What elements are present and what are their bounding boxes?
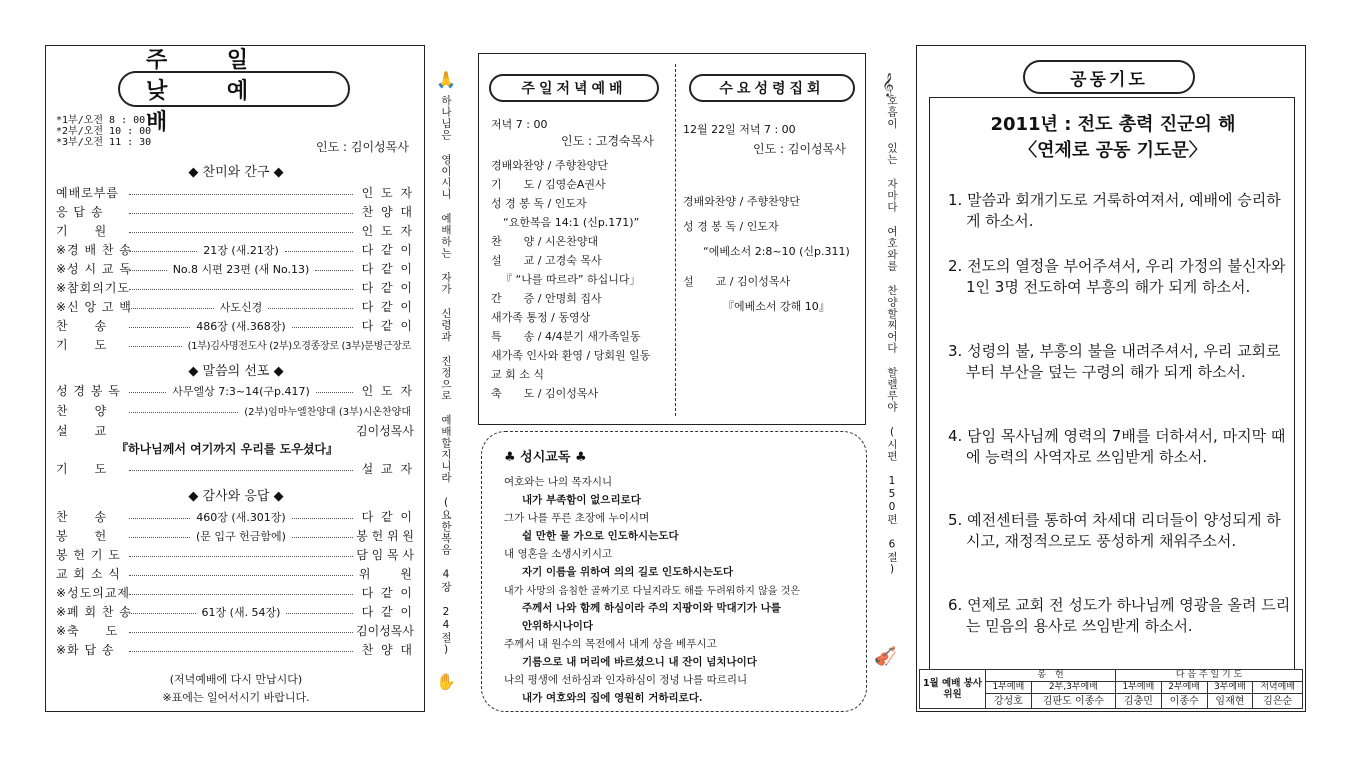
- roster-label: 1월 예배 봉사위원: [920, 670, 986, 709]
- panel-title: 공동기도: [1023, 60, 1195, 94]
- order-detail: 21장 (새.21장): [200, 242, 281, 258]
- order-row: [56, 584, 414, 601]
- order-row: [56, 527, 414, 544]
- order-detail: 사무엘상 7:3~14(구p.417): [169, 383, 313, 399]
- reading-line: 기름으로 내 머리에 바르셨으니 내 잔이 넘치나이다: [522, 656, 757, 668]
- order-label: ※경 배 찬 송: [56, 243, 132, 257]
- wednesday-time: 12월 22일 저녁 7 : 00: [683, 123, 796, 136]
- prayer-item: 2. 전도의 열정을 부어주셔서, 우리 가정의 불신자와 1인 3명 전도하여 부흥의 해가 되게 하소서.: [948, 257, 1286, 296]
- reading-line: 자기 이름을 위하여 의의 길로 인도하시는도다: [522, 566, 733, 578]
- evening-leader: 인도 : 고경숙목사: [561, 134, 654, 148]
- order-label: ※성도의교제: [56, 586, 131, 600]
- common-prayer-panel: [916, 45, 1306, 712]
- evening-line: 『 “나를 따르라” 하십니다」: [501, 273, 641, 286]
- order-label: 성 경 봉 독: [56, 384, 121, 398]
- evening-line: 경배와찬양 / 주향찬양단: [491, 159, 608, 172]
- order-row: [56, 298, 414, 315]
- footer-note: (저녁예배에 다시 만납시다): [169, 673, 303, 686]
- roster-col: 저녁예배: [1253, 682, 1303, 694]
- evening-line: 찬 양 / 시온찬양대: [491, 235, 599, 248]
- roster-name: 강성호: [986, 694, 1032, 709]
- evening-line: 설 교 / 고경숙 목사: [491, 254, 602, 267]
- order-label: 기 원: [56, 224, 108, 238]
- prayer-item: 5. 예전센터를 통하여 차세대 리더들이 양성되게 하시고, 재정적으로도 풍성하게 채워주소서.: [948, 511, 1281, 550]
- order-who: 위 원: [358, 567, 414, 581]
- wednesday-line: “에베소서 2:8~10 (신p.311): [703, 245, 850, 258]
- order-row: [56, 508, 414, 525]
- order-label: 응 답 송: [56, 205, 104, 219]
- reading-line: 여호와는 나의 목자시니: [504, 476, 613, 488]
- order-label: ※참회의기도: [56, 281, 131, 295]
- evening-line: 간 증 / 안명희 집사: [491, 292, 602, 305]
- order-detail: 사도신경: [217, 299, 266, 315]
- wednesday-line: 설 교 / 김이성목사: [683, 275, 791, 288]
- order-detail: (2부)임마누엘찬양대 (3부)시온찬양대: [241, 403, 414, 418]
- prayer-box: [929, 97, 1295, 670]
- order-detail: No.8 시편 23편 (새 No.13): [170, 261, 313, 277]
- vertical-verse: 하나님은 영이시니 예배하는 자가 신령과 진정으로 예배할지니라 (요한복음 4장 24절): [440, 95, 452, 657]
- reading-line: 주께서 나와 함께 하심이라 주의 지팡이와 막대기가 나를: [522, 602, 781, 614]
- roster-col: 3부예배: [1207, 682, 1253, 694]
- order-label: ※화 답 송: [56, 643, 115, 657]
- service-time: *1부/오전 8 : 00: [56, 115, 146, 126]
- order-label: 봉 헌: [56, 529, 108, 543]
- evening-line: 성 경 봉 독 / 인도자: [491, 197, 587, 210]
- order-label: 기 도: [56, 462, 108, 476]
- reading-line: 안위하시나이다: [522, 620, 594, 632]
- evening-services-panel: [478, 53, 866, 425]
- order-label: 찬 송: [56, 510, 108, 524]
- order-label: ※성 시 교 독: [56, 262, 132, 276]
- roster-name: 김은순: [1253, 694, 1303, 709]
- roster-group: 봉 헌: [986, 670, 1116, 682]
- order-row: [56, 260, 414, 277]
- footer-note: ※표에는 일어서시기 바랍니다.: [162, 691, 310, 704]
- roster-col: 1부예배: [1116, 682, 1162, 694]
- reading-line: 쉴 만한 물 가으로 인도하시는도다: [522, 530, 679, 542]
- reading-title: ♣ 성시교독 ♣: [504, 450, 587, 465]
- evening-line: 교 회 소 식: [491, 368, 544, 381]
- column-divider: [675, 64, 676, 416]
- roster-name: 김충민: [1116, 694, 1162, 709]
- order-who: 다 같 이: [361, 586, 414, 600]
- evening-line: 축 도 / 김이성목사: [491, 387, 599, 400]
- order-label: ※축 도: [56, 624, 119, 638]
- order-row: [56, 203, 414, 220]
- order-label: 봉 헌 기 도: [56, 548, 121, 562]
- reading-line: 그가 나를 푸른 초장에 누이시며: [504, 512, 650, 524]
- violin-icon: 🎻: [874, 646, 897, 667]
- reading-line: 나의 평생에 선하심과 인자하심이 정녕 나를 따르리니: [504, 674, 748, 686]
- roster-col: 1부예배: [986, 682, 1032, 694]
- order-label: 기 도: [56, 338, 108, 352]
- roster-name: 임재현: [1207, 694, 1253, 709]
- order-detail: 486장 (새.368장): [193, 318, 288, 334]
- evening-line: 특 송 / 4/4분기 새가족일동: [491, 330, 641, 343]
- section-heading: ◆ 찬미와 간구 ◆: [188, 165, 284, 180]
- treble-clef-icon: 𝄞: [882, 72, 894, 96]
- order-row: [56, 460, 414, 477]
- sunday-morning-panel: [45, 45, 425, 712]
- prayer-item: 3. 성령의 불, 부흥의 불을 내려주셔서, 우리 교회로부터 부산을 덮는 구령의 해가 되게 하소서.: [948, 342, 1281, 381]
- order-row: [56, 317, 414, 334]
- reading-line: 내가 사망의 음침한 골짜기로 다닐지라도 해를 두려워하지 않을 것은: [504, 586, 800, 597]
- reading-line: 내가 여호와의 집에 영원히 거하리로다.: [522, 692, 703, 704]
- vertical-verse: 호흡이 있는 자마다 여호와를 찬양할찌어다 할렐루야 (시편 150편 6절): [886, 95, 898, 576]
- order-row: [56, 222, 414, 239]
- order-who: 봉 헌 위 원: [356, 529, 414, 543]
- order-row: [56, 422, 414, 439]
- order-who: 다 같 이: [361, 605, 415, 619]
- prayer-item: 4. 담임 목사님께 영력의 7배를 더하셔서, 마지막 때에 능력의 사역자로 쓰임받게 하소서.: [948, 427, 1286, 466]
- praying-hands-icon: 🙏: [436, 70, 456, 89]
- sermon-title: 『하나님께서 여기까지 우리를 도우셨다』: [116, 442, 339, 456]
- order-who: 찬 양 대: [361, 643, 414, 657]
- roster-group: 다 음 주 일 기 도: [1116, 670, 1303, 682]
- order-who: 다 같 이: [361, 262, 414, 276]
- order-row: [56, 241, 414, 258]
- order-detail: (문 입구 헌금함에): [193, 528, 289, 544]
- roster-name: 김판도 이종수: [1031, 694, 1115, 709]
- panel-title: 주 일 낮 예 배: [118, 71, 350, 107]
- evening-time: 저녁 7 : 00: [491, 118, 548, 131]
- prayer-title: 2011년 : 전도 총력 진군의 해: [990, 114, 1236, 135]
- prayer-subtitle: 〈연제로 공동 기도문〉: [1019, 140, 1207, 161]
- hands-icon: ✋: [436, 672, 456, 691]
- order-row: [56, 546, 414, 563]
- order-who: 인 도 자: [361, 384, 415, 398]
- wednesday-line: 『에베소서 강해 10』: [723, 300, 830, 313]
- order-row: [56, 565, 414, 582]
- order-detail: 460장 (새.301장): [193, 509, 288, 525]
- wednesday-line: 성 경 봉 독 / 인도자: [683, 220, 779, 233]
- order-row: [56, 622, 414, 639]
- order-who: 인 도 자: [361, 186, 414, 200]
- section-heading: ◆ 말씀의 선포 ◆: [188, 364, 284, 379]
- order-detail: 61장 (새. 54장): [199, 604, 284, 620]
- service-time: *2부/오전 10 : 00: [56, 126, 152, 137]
- order-row: [56, 279, 414, 296]
- evening-title: 주일저녁예배: [489, 74, 659, 102]
- order-who: 다 같 이: [361, 281, 414, 295]
- order-label: 찬 양: [56, 404, 108, 418]
- prayer-item: 6. 연제로 교회 전 성도가 하나님께 영광을 올려 드리는 믿음의 용사로 쓰임받게 하소서.: [948, 596, 1291, 635]
- order-who: 담 임 목 사: [356, 548, 414, 562]
- volunteer-roster: [919, 669, 1303, 709]
- order-row: [56, 184, 414, 201]
- leader: 인도 : 김이성목사: [316, 140, 409, 154]
- order-label: ※폐 회 찬 송: [56, 605, 132, 619]
- order-who: 인 도 자: [361, 224, 414, 238]
- order-who: 다 같 이: [361, 319, 415, 333]
- order-who: 김이성목사: [356, 424, 414, 438]
- order-label: 찬 송: [56, 319, 108, 333]
- order-label: 예배로부름: [56, 186, 119, 200]
- roster-name: 이종수: [1161, 694, 1207, 709]
- order-who: 다 같 이: [361, 300, 415, 314]
- order-row: [56, 641, 414, 658]
- order-label: 설 교: [56, 424, 108, 438]
- order-label: 교 회 소 식: [56, 567, 121, 581]
- responsive-reading-panel: [481, 431, 867, 712]
- order-detail: (1부)김사명전도사 (2부)오경종장로 (3부)문병근장로: [185, 337, 414, 352]
- roster-col: 2부,3부예배: [1031, 682, 1115, 694]
- order-who: 찬 양 대: [361, 205, 414, 219]
- order-row: [56, 382, 414, 399]
- wednesday-title: 수요성령집회: [689, 74, 855, 102]
- reading-line: 내 영혼을 소생시키시고: [504, 548, 613, 560]
- wednesday-line: 경배와찬양 / 주향찬양단: [683, 195, 800, 208]
- order-who: 다 같 이: [361, 510, 415, 524]
- order-row: [56, 402, 414, 419]
- roster-col: 2부예배: [1161, 682, 1207, 694]
- reading-line: 주께서 내 원수의 목전에서 내게 상을 베푸시고: [504, 638, 717, 650]
- order-row: [56, 603, 414, 620]
- evening-line: 새가족 통정 / 동영상: [491, 311, 591, 324]
- order-who: 다 같 이: [361, 243, 415, 257]
- section-heading: ◆ 감사와 응답 ◆: [188, 489, 284, 504]
- evening-line: 새가족 인사와 환영 / 당회원 일동: [491, 349, 651, 362]
- evening-line: 기 도 / 김영순A권사: [491, 178, 606, 191]
- order-who: 설 교 자: [361, 462, 414, 476]
- reading-line: 내가 부족함이 없으리로다: [522, 494, 641, 506]
- order-label: ※신 앙 고 백: [56, 300, 132, 314]
- order-row: [56, 336, 414, 353]
- evening-line: “요한복음 14:1 (신p.171)”: [503, 216, 640, 229]
- order-who: 김이성목사: [356, 624, 414, 638]
- wednesday-leader: 인도 : 김이성목사: [753, 142, 846, 156]
- prayer-item: 1. 말씀과 회개기도로 거룩하여져서, 예배에 승리하게 하소서.: [948, 191, 1281, 230]
- service-time: *3부/오전 11 : 30: [56, 137, 152, 148]
